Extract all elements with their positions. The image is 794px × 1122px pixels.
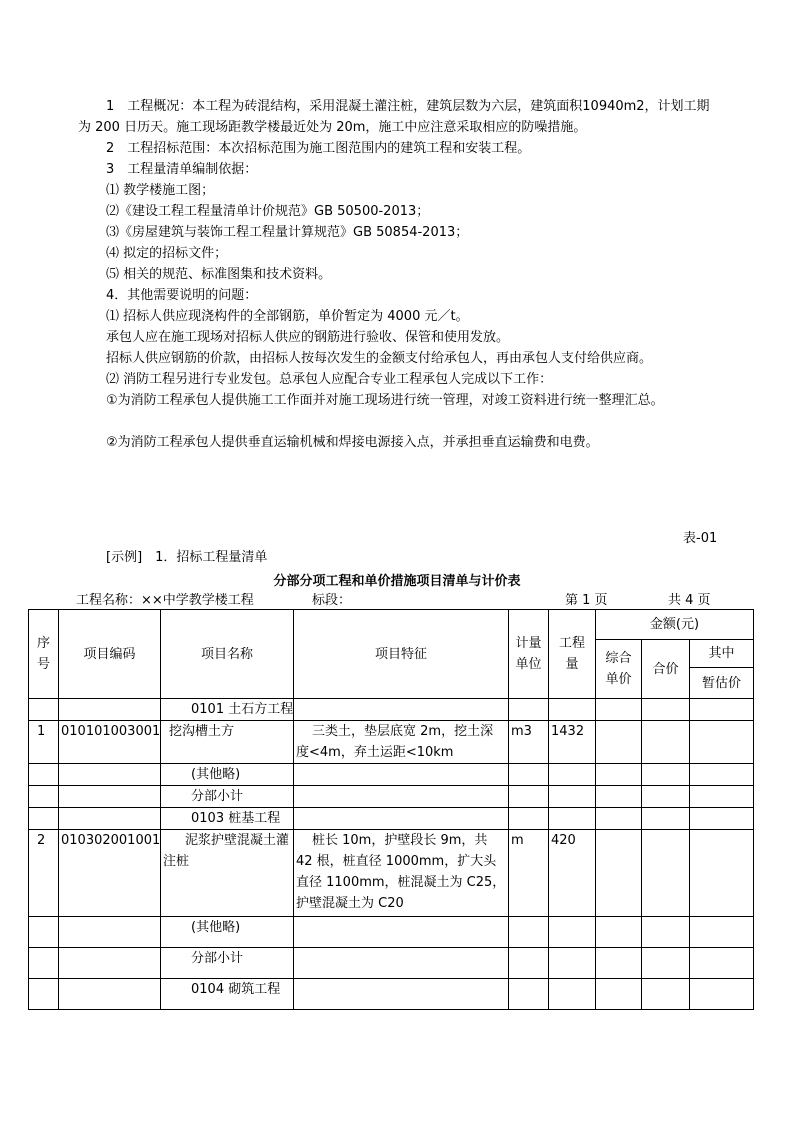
cell-item-name: 0104 砌筑工程	[161, 979, 294, 1010]
note-basis-item: ⑶《房屋建筑与装饰工程工程量计算规范》GB 50854-2013；	[106, 225, 469, 240]
cell-seq: 2	[29, 830, 59, 917]
page-number: 第 1 页	[565, 593, 608, 608]
table-row	[29, 721, 754, 764]
header-unit-price: 综合单价	[596, 640, 642, 699]
header-of-which: 其中	[690, 640, 754, 668]
cell-item-name: 0101 土石方工程	[161, 699, 294, 721]
cell-item-name: 分部小计	[161, 948, 294, 979]
page-total: 共 4 页	[668, 593, 711, 608]
table-row	[29, 808, 754, 830]
header-feature: 项目特征	[294, 610, 509, 699]
cell-seq: 1	[29, 721, 59, 764]
cell-code: 010101003001	[59, 721, 161, 764]
header-qty: 工程量	[549, 610, 596, 699]
cell-item-name: (其他略)	[161, 917, 294, 948]
header-total: 合价	[642, 640, 690, 699]
cell-qty: 1432	[549, 721, 596, 764]
cell-feature: 桩长 10m，护壁段长 9m，共 42 根，桩直径 1000mm，扩大头直径 1100mm，桩混凝土为 C25，护壁混凝土为 C20	[294, 830, 509, 917]
project-name: 工程名称：××中学教学楼工程	[76, 593, 254, 608]
note-other-item: 招标人供应钢筋的价款，由招标人按每次发生的金额支付给承包人，再由承包人支付给供应商。	[106, 351, 653, 366]
header-amount: 金额(元)	[596, 610, 754, 640]
table-title: 分部分项工程和单价措施项目清单与计价表	[273, 574, 521, 589]
cell-item-name: 分部小计	[161, 786, 294, 808]
note-basis-item: ⑷ 拟定的招标文件；	[106, 246, 228, 261]
note-other-item: ⑵ 消防工程另进行专业发包。总承包人应配合专业工程承包人完成以下工作：	[106, 372, 553, 387]
cell-item-name: 挖沟槽土方	[161, 721, 294, 764]
table-row	[29, 786, 754, 808]
note-other-item: ①为消防工程承包人提供施工工作面并对施工现场进行统一管理，对竣工资料进行统一整理汇总。	[106, 393, 664, 408]
note-basis-item: ⑵《建设工程工程量清单计价规范》GB 50500-2013；	[106, 204, 430, 219]
note-basis-item: ⑸ 相关的规范、标准图集和技术资料。	[106, 267, 332, 282]
table-row	[29, 917, 754, 948]
note-basis: 3 工程量清单编制依据：	[106, 162, 258, 177]
cell-item-name: 0103 桩基工程	[161, 808, 294, 830]
header-name: 项目名称	[161, 610, 294, 699]
note-scope: 2 工程招标范围：本次招标范围为施工图范围内的建筑工程和安装工程。	[106, 141, 531, 156]
note-basis-item: ⑴ 教学楼施工图；	[106, 183, 215, 198]
table-row	[29, 948, 754, 979]
table-row	[29, 764, 754, 786]
header-code: 项目编码	[59, 610, 161, 699]
note-other-item: 承包人应在施工现场对招标人供应的钢筋进行验收、保管和使用发放。	[106, 330, 510, 345]
cell-unit: m3	[509, 721, 549, 764]
table-row	[29, 830, 754, 917]
cell-code: 010302001001	[59, 830, 161, 917]
section-label: 标段：	[312, 593, 352, 608]
example-label: [示例] 1．招标工程量清单	[106, 550, 268, 565]
cell-feature: 三类土，垫层底宽 2m，挖土深度<4m，弃土运距<10km	[294, 721, 509, 764]
table-row	[29, 699, 754, 721]
cell-item-name: (其他略)	[161, 764, 294, 786]
header-seq: 序号	[29, 610, 59, 699]
header-provisional: 暂估价	[690, 668, 754, 699]
note-other-item: ②为消防工程承包人提供垂直运输机械和焊接电源接入点，并承担垂直运输费和电费。	[106, 435, 599, 450]
cell-unit: m	[509, 830, 549, 917]
cell-qty: 420	[549, 830, 596, 917]
bill-of-quantities-table	[28, 609, 754, 1010]
note-other-issues: 4．其他需要说明的问题：	[106, 288, 258, 303]
note-project-overview: 1 工程概况：本工程为砖混结构，采用混凝土灌注桩，建筑层数为六层，建筑面积10940m2，计划工期为 200 日历天。施工现场距教学楼最近处为 20m，施工中应注意采取相应的防噪措施。	[78, 99, 710, 135]
header-unit: 计量单位	[509, 610, 549, 699]
cell-item-name: 泥浆护壁混凝土灌注桩	[161, 830, 294, 917]
table-row	[29, 979, 754, 1010]
table-number: 表-01	[683, 531, 718, 546]
note-other-item: ⑴ 招标人供应现浇构件的全部钢筋，单价暂定为 4000 元／t。	[106, 309, 469, 324]
